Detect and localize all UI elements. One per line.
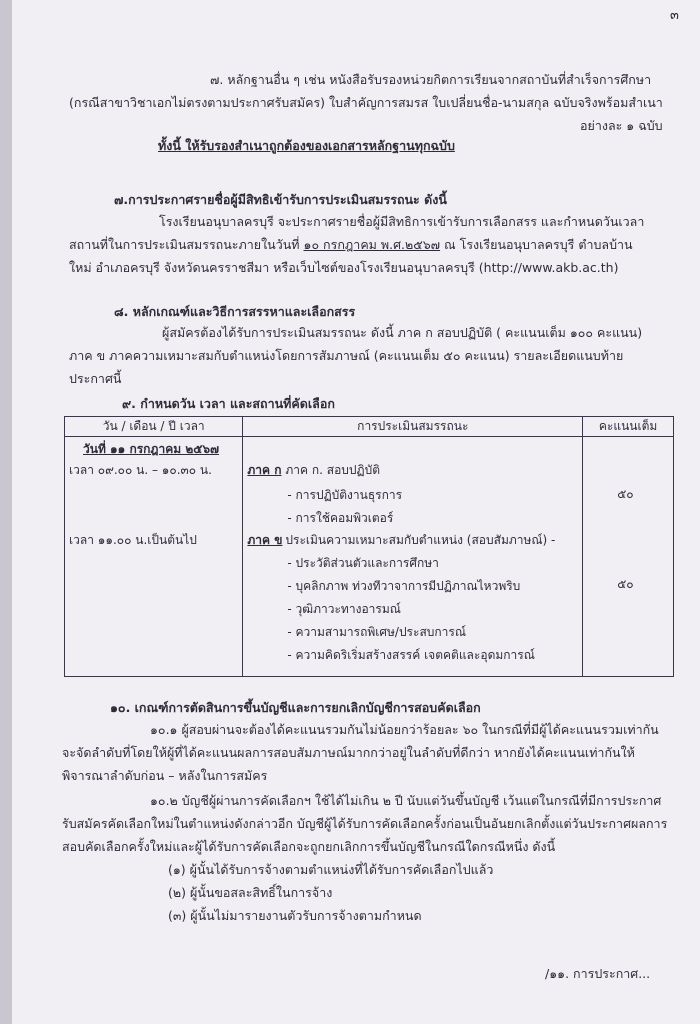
part-a-item: - การปฏิบัติงานธุรการ [287, 488, 403, 502]
time-slot-1: เวลา ๐๙.๐๐ น. – ๑๐.๓๐ น. [69, 463, 212, 477]
list-item: (๒) ผู้นั้นขอสละสิทธิ์ในการจ้าง [168, 885, 333, 900]
header-assessment: การประเมินสมรรถนะ [243, 417, 583, 437]
part-b-item: - บุคลิกภาพ ท่วงทีวาจาการมีปฏิภาณไหวพริบ [287, 579, 521, 593]
part-b-item: - ความสามารถพิเศษ/ประสบการณ์ [287, 625, 466, 639]
sec10-p1-line3: พิจารณาลำดับก่อน – หลังในการสมัคร [62, 768, 268, 783]
part-b-label: ภาค ข [247, 533, 283, 547]
time-slot-2: เวลา ๑๑.๐๐ น.เป็นต้นไป [69, 533, 197, 547]
sec8-line1: ผู้สมัครต้องได้รับการประเมินสมรรถนะ ดังนี้ ภาค ก สอบปฏิบัติ ( คะแนนเต็ม ๑๐๐ คะแนน) [162, 325, 643, 340]
part-a-item: - การใช้คอมพิวเตอร์ [287, 511, 394, 525]
part-a-label: ภาค ก [247, 463, 282, 477]
table-row [65, 437, 674, 677]
part-b-title: ประเมินความเหมาะสมกับตำแหน่ง (สอบสัมภาษณ์) - [285, 533, 556, 547]
sec7-heading: ๗.การประกาศรายชื่อผู้มีสิทธิเข้ารับการประเมินสมรรถนะ ดังนี้ [114, 192, 447, 207]
sec7-line1: โรงเรียนอนุบาลครบุรี จะประกาศรายชื่อผู้มีสิทธิการเข้ารับการเลือกสรร และกำหนดวันเวลา [159, 214, 645, 229]
sec10-p1-line1: ๑๐.๑ ผู้สอบผ่านจะต้องได้คะแนนรวมกันไม่น้อยกว่าร้อยละ ๖๐ ในกรณีที่มีผู้ได้คะแนนรวมเท่ากัน [150, 722, 659, 737]
part-b-item: - วุฒิภาวะทางอารมณ์ [287, 602, 401, 616]
sec10-p2-line2: รับสมัครคัดเลือกใหม่ในตำแหน่งดังกล่าวอีก บัญชีผู้ได้รับการคัดเลือกครั้งก่อนเป็นอันยกเลิกตั้งแต่วันประกาศผลการ [62, 816, 668, 831]
sec8-line3: ประกาศนี้ [69, 371, 122, 386]
assessment-cell [243, 437, 583, 677]
sec7-line2a: สถานที่ในการประเมินสมรรถนะภายในวันที่ [69, 237, 300, 252]
header-full-score: คะแนนเต็ม [583, 417, 674, 437]
score-cell [583, 437, 674, 677]
sec7-line2 [69, 237, 633, 253]
table-header-row [65, 417, 674, 437]
sec10-heading: ๑๐. เกณฑ์การตัดสินการขึ้นบัญชีและการยกเลิกบัญชีการสอบคัดเลือก [110, 700, 481, 715]
continuation-note: /๑๑. การประกาศ... [545, 966, 651, 981]
page-edge [0, 0, 12, 1024]
sec7-date: ๑๐ กรกฎาคม พ.ศ.๒๕๖๗ [303, 237, 441, 252]
date-time-cell [65, 437, 243, 677]
sec10-p2-line1: ๑๐.๒ บัญชีผู้ผ่านการคัดเลือกฯ ใช้ได้ไม่เกิน ๒ ปี นับแต่วันขึ้นบัญชี เว้นแต่ในกรณีที่มีการประกาศ [150, 793, 662, 808]
item7-line2: (กรณีสาขาวิชาเอกไม่ตรงตามประกาศรับสมัคร) ใบสำคัญการสมรส ใบเปลี่ยนชื่อ-นามสกุล ฉบับจริงพร้อมสำเนา [69, 95, 663, 110]
list-item: (๑) ผู้นั้นได้รับการจ้างตามตำแหน่งที่ได้รับการคัดเลือกไปแล้ว [168, 862, 494, 877]
score-part-b: ๕๐ [617, 577, 634, 591]
score-part-a: ๕๐ [617, 487, 634, 501]
sec8-line2: ภาค ข ภาคความเหมาะสมกับตำแหน่งโดยการสัมภาษณ์ (คะแนนเต็ม ๕๐ คะแนน) รายละเอียดแนบท้าย [69, 348, 624, 363]
part-b-item: - ประวัติส่วนตัวและการศึกษา [287, 556, 439, 570]
item7-line3: อย่างละ ๑ ฉบับ [580, 118, 663, 133]
sec7-line2b: ณ โรงเรียนอนุบาลครบุรี ตำบลบ้าน [444, 237, 633, 252]
list-item: (๓) ผู้นั้นไม่มารายงานตัวรับการจ้างตามกำหนด [168, 908, 422, 923]
selection-schedule-table [64, 416, 674, 677]
sec10-p1-line2: จะจัดลำดับที่โดยให้ผู้ที่ได้คะแนนผลการสอบสัมภาษณ์มากกว่าอยู่ในลำดับที่ดีกว่า หากยังได้คะแนนเท่ากันให้ [62, 745, 635, 760]
page-number: ๓ [670, 8, 679, 23]
part-a-title: ภาค ก. สอบปฏิบัติ [285, 463, 380, 477]
sec7-line3: ใหม่ อำเภอครบุรี จังหวัดนครราชสีมา หรือเว็บไซต์ของโรงเรียนอนุบาลครบุรี (http://www.akb.ac.th) [69, 260, 619, 275]
part-b-item: - ความคิดริเริ่มสร้างสรรค์ เจตคติและอุดมการณ์ [287, 648, 535, 662]
sec9-heading: ๙. กำหนดวัน เวลา และสถานที่คัดเลือก [122, 396, 335, 411]
header-date-time: วัน / เดือน / ปี เวลา [65, 417, 243, 437]
sec8-heading: ๘. หลักเกณฑ์และวิธีการสรรหาและเลือกสรร [114, 304, 356, 319]
exam-date: วันที่ ๑๑ กรกฎาคม ๒๕๖๗ [83, 442, 219, 456]
item7-line1: ๗. หลักฐานอื่น ๆ เช่น หนังสือรับรองหน่วยกิตการเรียนจากสถาบันที่สำเร็จการศึกษา [210, 72, 652, 87]
sec10-p2-line3: สอบคัดเลือกครั้งใหม่และผู้ได้รับการคัดเลือกจะถูกยกเลิกการขึ้นบัญชีในกรณีใดกรณีหนึ่ง ดังนี้ [62, 839, 556, 854]
certify-note: ทั้งนี้ ให้รับรองสำเนาถูกต้องของเอกสารหลักฐานทุกฉบับ [158, 138, 455, 153]
